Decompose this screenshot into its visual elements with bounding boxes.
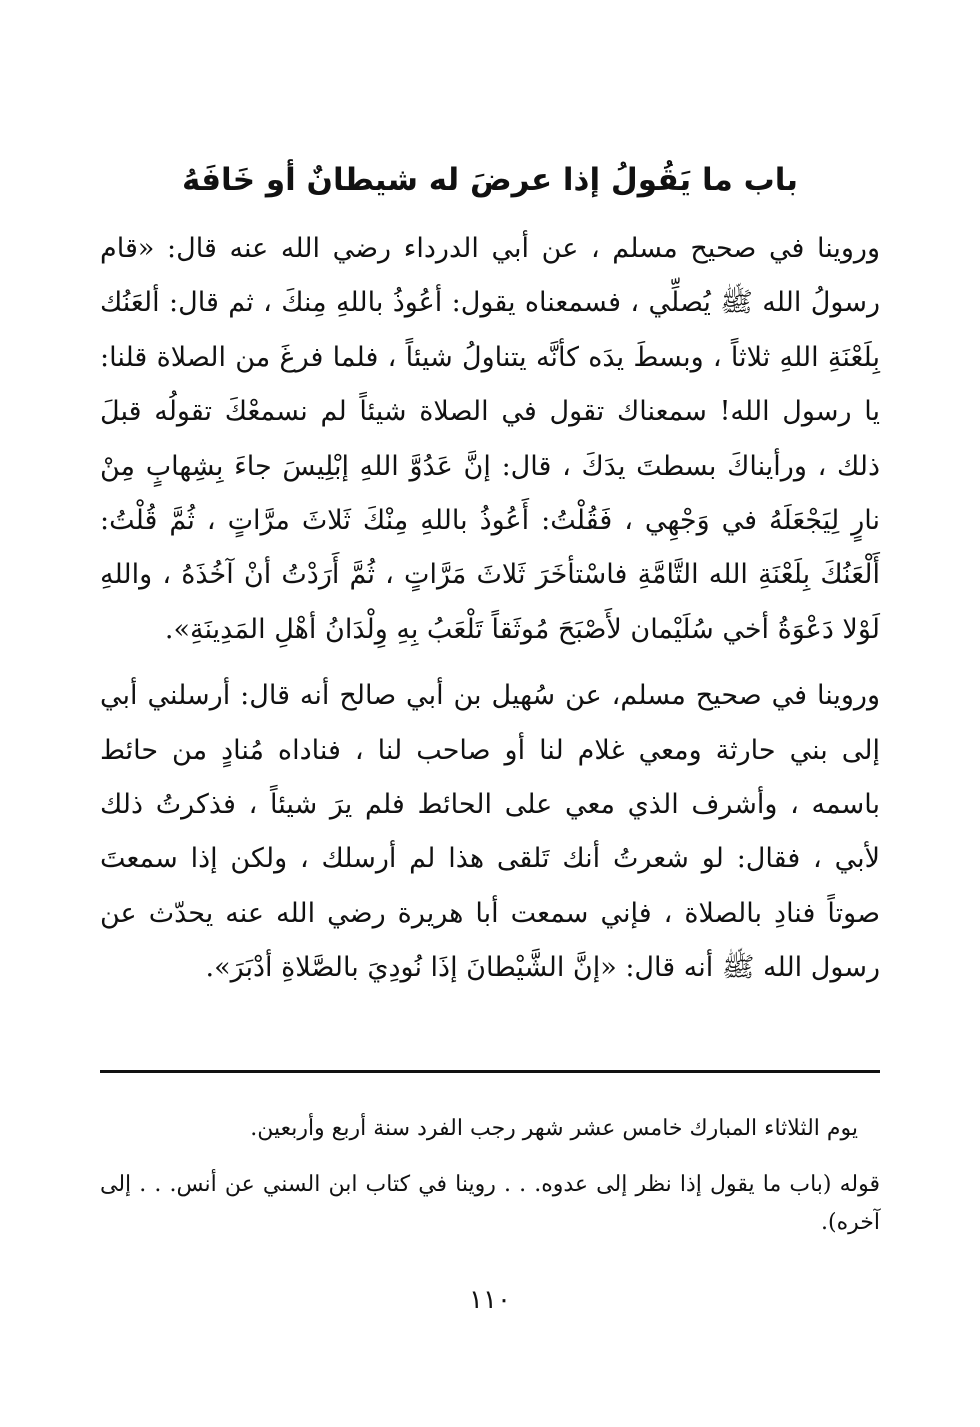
footnote: قوله (باب ما يقول إذا نظر إلى عدوه. . . روينا في كتاب ابن السني عن أنس. . . إلى آخره).: [100, 1172, 880, 1235]
footnote: يوم الثلاثاء المبارك خامس عشر شهر رجب الفرد سنة أربع وأربعين.: [250, 1116, 858, 1141]
page-number: ١١٠: [469, 1285, 511, 1315]
body-paragraph: وروينا في صحيح مسلم ، عن أبي الدرداء رضي الله عنه قال: «قام رسولُ الله ﷺ يُصلِّي ، فسمعناه يقول: أعُوذُ باللهِ مِنكَ ، ثم قال: ألعَنُك بِلَعْنَةِ اللهِ ثلاثاً ، وبسطَ يدَه كأنَّه يتناولُ شيئاً ، فلما فرغَ من الصلاة قلنا: يا رسول الله! سمعناك تقول في الصلاة شيئاً لم نسمعْكَ تقولُه قبلَ ذلك ، ورأيناكَ بسطتَ يدَكَ ، قال: إنَّ عَدُوَّ اللهِ إبْلِيسَ جاءَ بِشِهابٍ مِنْ نارٍ لِيَجْعَلَهُ في وَجْهِي ، فَقُلْتُ: أَعُوذُ باللهِ مِنْكَ ثَلاثَ مرَّاتٍ ، ثُمَّ قُلْتُ: أَلْعَنُكَ بِلَعْنَةِ الله التَّامَّةِ فاسْتأخَرَ ثَلاثَ مَرَّاتٍ ، ثُمَّ أَرَدْتُ أنْ آخُذَهُ ، واللهِ لَوْلا دَعْوَةُ أخي سُلَيْمان لأَصْبَحَ مُوثَقاً تَلْعَبُ بِهِ وِلْدَانُ أهْلِ المَدِينَةِ».: [100, 233, 880, 645]
chapter-title: باب ما يَقُولُ إذا عرضَ له شيطانٌ أو خَافَهُ: [181, 162, 799, 198]
footnote-separator: [100, 1070, 880, 1073]
main-text: [100, 222, 880, 996]
footnotes: [100, 1110, 880, 1242]
body-paragraph: وروينا في صحيح مسلم، عن سُهيل بن أبي صالح أنه قال: أرسلني أبي إلى بني حارثة ومعي غلام لنا أو صاحب لنا ، فناداه مُنادٍ من حائط باسمه ، وأشرف الذي معي على الحائط فلم يرَ شيئاً ، فذكرتُ ذلك لأبي ، فقال: لو شعرتُ أنك تَلقى هذا لم أرسلك ، ولكن إذا سمعتَ صوتاً فنادِ بالصلاة ، فإني سمعت أبا هريرة رضي الله عنه يحدّث عن رسول الله ﷺ أنه قال: «إنَّ الشَّيْطانَ إذَا نُودِيَ بالصَّلاةِ أدْبَرَ».: [100, 680, 881, 984]
